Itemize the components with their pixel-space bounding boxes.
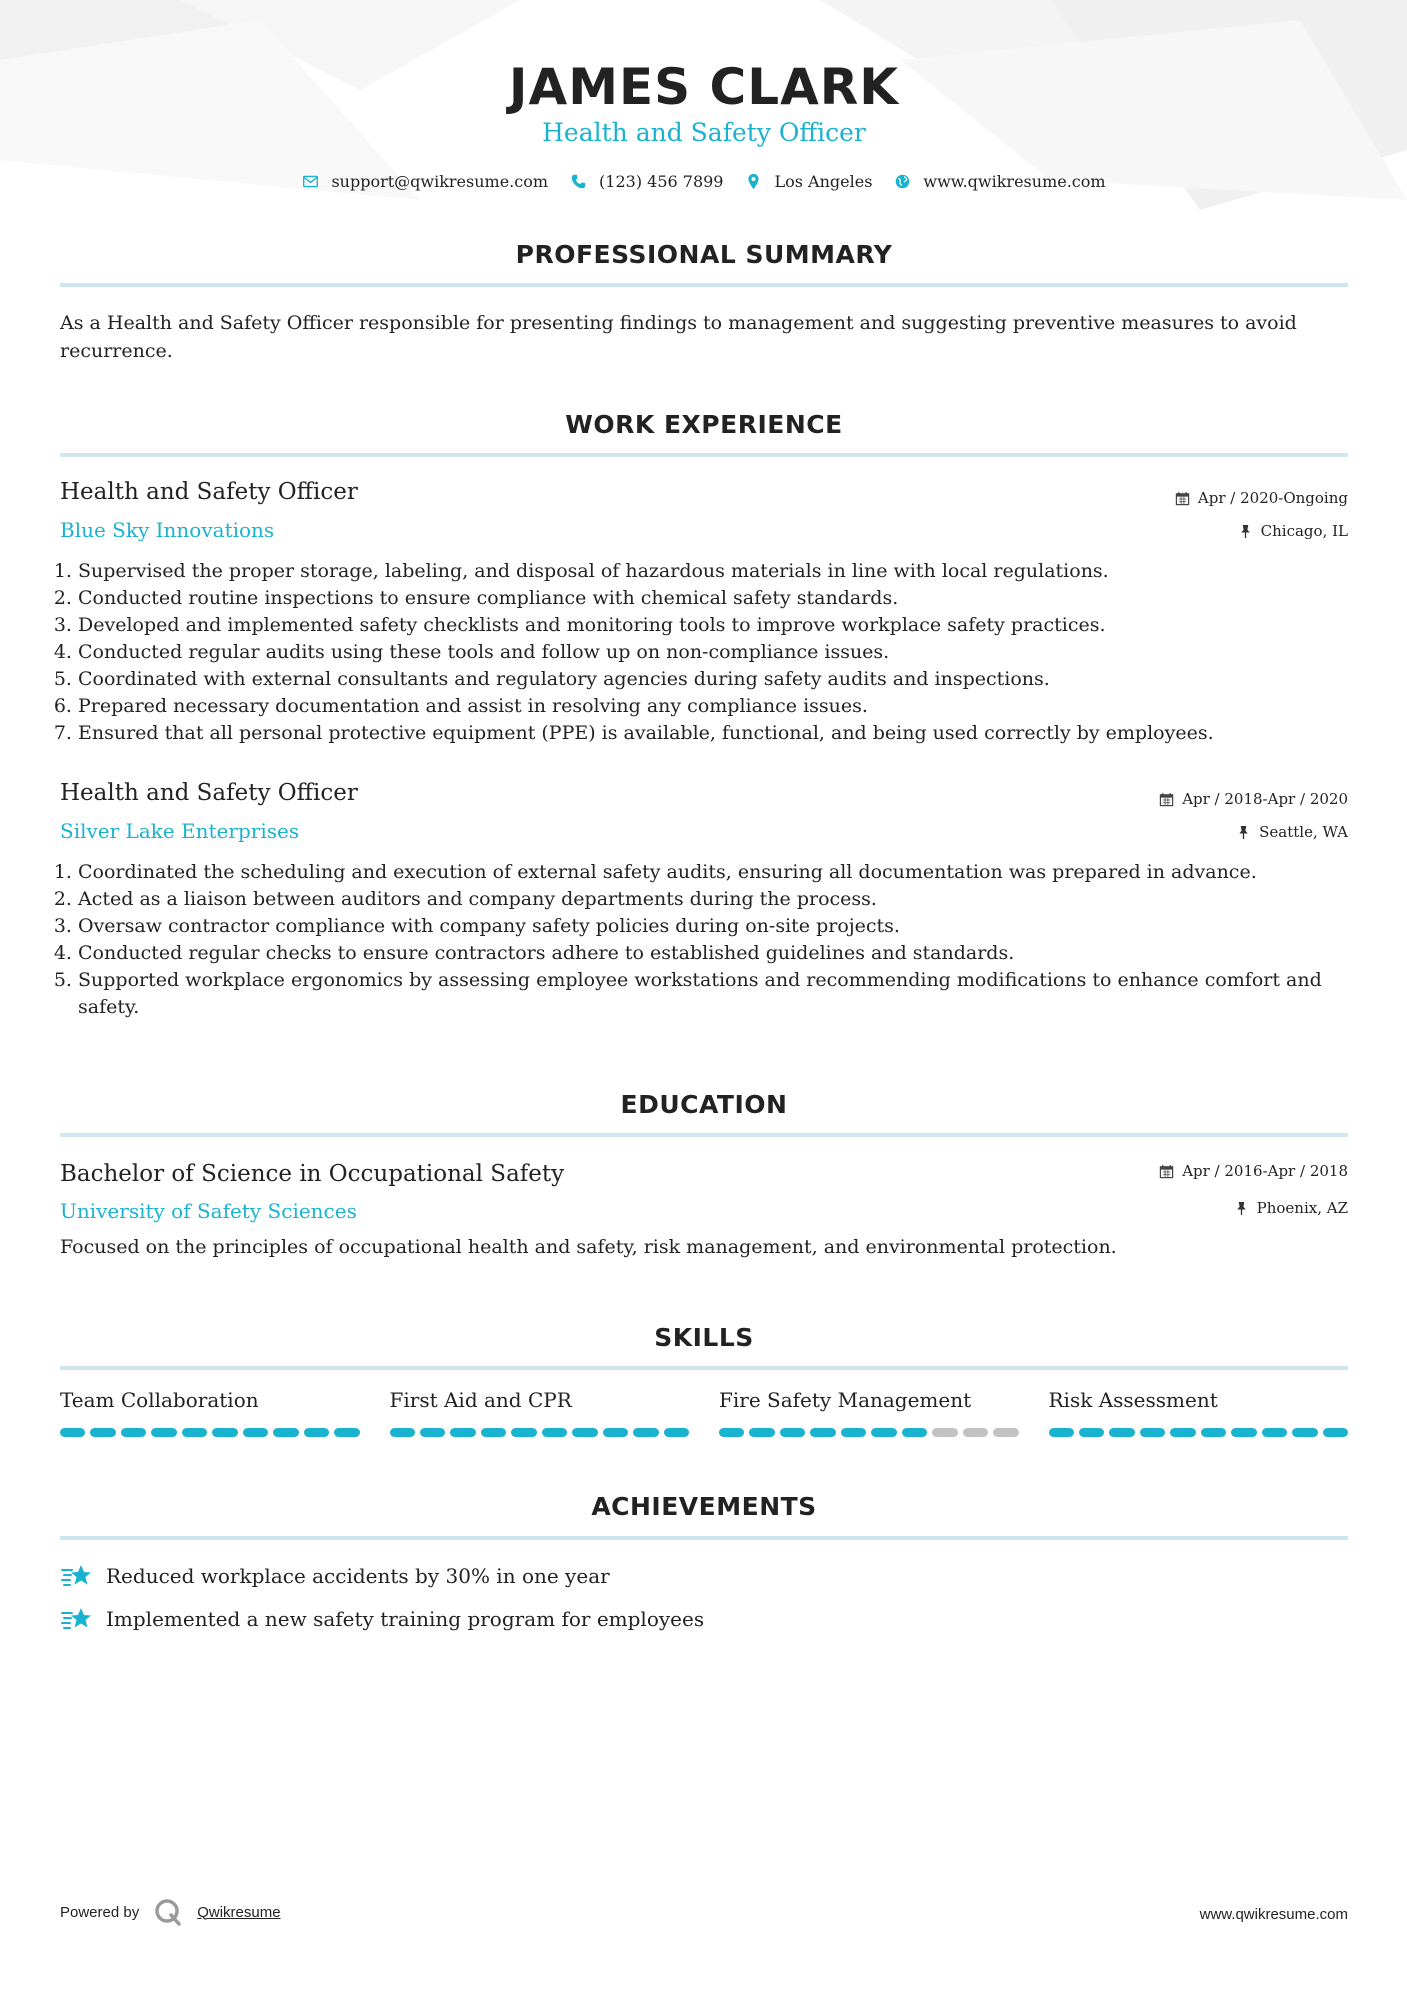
list-item: 3. Oversaw contractor compliance with company safety policies during on-site projects. <box>78 913 1366 940</box>
skill-segment-filled <box>1292 1428 1317 1437</box>
skill-segment-filled <box>780 1428 805 1437</box>
achievements-heading: ACHIEVEMENTS <box>591 1492 817 1521</box>
globe-icon <box>894 173 911 190</box>
skill-segment-filled <box>871 1428 896 1437</box>
calendar-icon <box>1159 792 1174 807</box>
candidate-name: JAMES CLARK <box>508 58 900 116</box>
skill-segment-filled <box>390 1428 415 1437</box>
pushpin-icon <box>1236 825 1251 840</box>
skill-segment-filled <box>420 1428 445 1437</box>
skill-segment-filled <box>1079 1428 1104 1437</box>
calendar-icon <box>1159 1164 1174 1179</box>
job-1-dates <box>1175 489 1348 507</box>
school-name: University of Safety Sciences <box>60 1199 357 1223</box>
skill-segment-filled <box>212 1428 237 1437</box>
skills-divider <box>60 1366 1348 1370</box>
job-1-dates-text: Apr / 2020-Ongoing <box>1197 489 1348 507</box>
skill-segment-filled <box>633 1428 658 1437</box>
skill-segment-empty <box>993 1428 1018 1437</box>
skill-segment-filled <box>1140 1428 1165 1437</box>
phone-icon <box>570 173 587 190</box>
pushpin-icon <box>1238 524 1253 539</box>
qwikresume-link[interactable]: Qwikresume <box>197 1903 281 1921</box>
experience-heading: WORK EXPERIENCE <box>565 410 843 439</box>
list-item: 6. Prepared necessary documentation and assist in resolving any compliance issues. <box>78 693 1366 720</box>
skill-segment-filled <box>1262 1428 1287 1437</box>
skill-item <box>1049 1388 1349 1437</box>
job-2-dates-text: Apr / 2018-Apr / 2020 <box>1182 790 1348 808</box>
skill-level-bar <box>1049 1428 1349 1437</box>
skill-segment-filled <box>273 1428 298 1437</box>
skill-item <box>390 1388 690 1437</box>
contact-email[interactable] <box>302 172 548 191</box>
skill-segment-filled <box>603 1428 628 1437</box>
skill-segment-filled <box>481 1428 506 1437</box>
contact-bar <box>60 172 1348 191</box>
job-1-duties <box>60 558 1366 747</box>
list-item: 4. Conducted regular checks to ensure contractors adhere to established guidelines and standards. <box>78 940 1366 967</box>
skill-name: Team Collaboration <box>60 1388 259 1412</box>
contact-location-text: Los Angeles <box>774 172 873 191</box>
list-item: 3. Developed and implemented safety checklists and monitoring tools to improve workplace safety practices. <box>78 612 1366 639</box>
skill-segment-filled <box>243 1428 268 1437</box>
education-location-text: Phoenix, AZ <box>1256 1199 1348 1217</box>
contact-website-text: www.qwikresume.com <box>923 172 1106 191</box>
skill-segment-filled <box>841 1428 866 1437</box>
job-2-location <box>1236 823 1348 841</box>
skill-segment-empty <box>932 1428 957 1437</box>
skill-item <box>60 1388 360 1437</box>
pushpin-icon <box>1234 1201 1249 1216</box>
summary-divider <box>60 283 1348 287</box>
skills-grid <box>60 1388 1348 1437</box>
education-dates-text: Apr / 2016-Apr / 2018 <box>1182 1162 1348 1180</box>
contact-location <box>745 172 872 191</box>
skills-heading: SKILLS <box>654 1323 754 1352</box>
degree-title: Bachelor of Science in Occupational Safety <box>60 1161 565 1187</box>
job-2-dates <box>1159 790 1348 808</box>
education-location <box>1234 1199 1348 1217</box>
achievements-divider <box>60 1536 1348 1540</box>
skill-segment-filled <box>511 1428 536 1437</box>
qwikresume-logo-icon <box>153 1897 183 1927</box>
skill-level-bar <box>60 1428 360 1437</box>
achievement-text: Reduced workplace accidents by 30% in one year <box>106 1564 610 1588</box>
skill-segment-filled <box>450 1428 475 1437</box>
skill-segment-filled <box>664 1428 689 1437</box>
skill-segment-filled <box>182 1428 207 1437</box>
list-item: 1. Coordinated the scheduling and execution of external safety audits, ensuring all documentation was prepared in advance. <box>78 859 1366 886</box>
experience-divider <box>60 453 1348 457</box>
list-item: 5. Coordinated with external consultants and regulatory agencies during safety audits and inspections. <box>78 666 1366 693</box>
shooting-star-icon <box>60 1561 92 1591</box>
skill-segment-filled <box>1323 1428 1348 1437</box>
education-dates <box>1159 1162 1348 1180</box>
footer-url[interactable]: www.qwikresume.com <box>1199 1906 1348 1923</box>
job-1-location <box>1238 522 1348 540</box>
achievement-item <box>60 1561 610 1591</box>
job-2-company: Silver Lake Enterprises <box>60 819 300 843</box>
list-item: 5. Supported workplace ergonomics by assessing employee workstations and recommending modifications to enhance comfort and safety. <box>78 967 1366 1021</box>
envelope-icon <box>302 173 319 190</box>
list-item: 2. Conducted routine inspections to ensure compliance with chemical safety standards. <box>78 585 1366 612</box>
contact-email-text: support@qwikresume.com <box>331 172 549 191</box>
achievement-text: Implemented a new safety training program for employees <box>106 1607 705 1631</box>
calendar-icon <box>1175 491 1190 506</box>
skill-segment-filled <box>121 1428 146 1437</box>
skill-segment-filled <box>719 1428 744 1437</box>
skill-segment-filled <box>304 1428 329 1437</box>
skill-segment-filled <box>1109 1428 1134 1437</box>
summary-text: As a Health and Safety Officer responsible for presenting findings to management and suggesting preventive measures to avoid recurrence. <box>60 312 1297 362</box>
skill-segment-filled <box>810 1428 835 1437</box>
skill-segment-filled <box>90 1428 115 1437</box>
list-item: 7. Ensured that all personal protective equipment (PPE) is available, functional, and being used correctly by employees. <box>78 720 1366 747</box>
skill-name: First Aid and CPR <box>389 1388 572 1412</box>
footer-branding <box>60 1897 281 1927</box>
shooting-star-icon <box>60 1604 92 1634</box>
job-1-company: Blue Sky Innovations <box>60 518 275 542</box>
skill-segment-filled <box>572 1428 597 1437</box>
job-2-duties <box>60 859 1366 1021</box>
job-1-title: Health and Safety Officer <box>60 479 358 505</box>
list-item: 2. Acted as a liaison between auditors and company departments during the process. <box>78 886 1366 913</box>
contact-phone-text: (123) 456 7899 <box>599 172 724 191</box>
list-item: 1. Supervised the proper storage, labeling, and disposal of hazardous materials in line with local regulations. <box>78 558 1366 585</box>
skill-level-bar <box>390 1428 690 1437</box>
achievement-item <box>60 1604 704 1634</box>
job-2-title: Health and Safety Officer <box>60 780 358 806</box>
skill-segment-filled <box>1231 1428 1256 1437</box>
education-description: Focused on the principles of occupational health and safety, risk management, and environmental protection. <box>60 1236 1117 1258</box>
skill-name: Risk Assessment <box>1048 1388 1218 1412</box>
skill-name: Fire Safety Management <box>719 1388 972 1412</box>
education-heading: EDUCATION <box>620 1090 788 1119</box>
powered-by-label: Powered by <box>60 1903 140 1921</box>
contact-phone[interactable] <box>570 172 723 191</box>
skill-segment-filled <box>542 1428 567 1437</box>
skill-segment-filled <box>151 1428 176 1437</box>
summary-heading: PROFESSIONAL SUMMARY <box>515 240 893 269</box>
skill-segment-filled <box>334 1428 359 1437</box>
skill-segment-filled <box>1201 1428 1226 1437</box>
skill-segment-filled <box>902 1428 927 1437</box>
skill-segment-filled <box>1049 1428 1074 1437</box>
contact-website[interactable] <box>894 172 1105 191</box>
job-1-location-text: Chicago, IL <box>1260 522 1348 540</box>
candidate-title: Health and Safety Officer <box>542 118 866 147</box>
job-2-location-text: Seattle, WA <box>1259 823 1348 841</box>
skill-item <box>719 1388 1019 1437</box>
list-item: 4. Conducted regular audits using these tools and follow up on non-compliance issues. <box>78 639 1366 666</box>
skill-segment-empty <box>963 1428 988 1437</box>
skill-level-bar <box>719 1428 1019 1437</box>
skill-segment-filled <box>60 1428 85 1437</box>
map-pin-icon <box>745 173 762 190</box>
education-divider <box>60 1133 1348 1137</box>
skill-segment-filled <box>749 1428 774 1437</box>
skill-segment-filled <box>1170 1428 1195 1437</box>
